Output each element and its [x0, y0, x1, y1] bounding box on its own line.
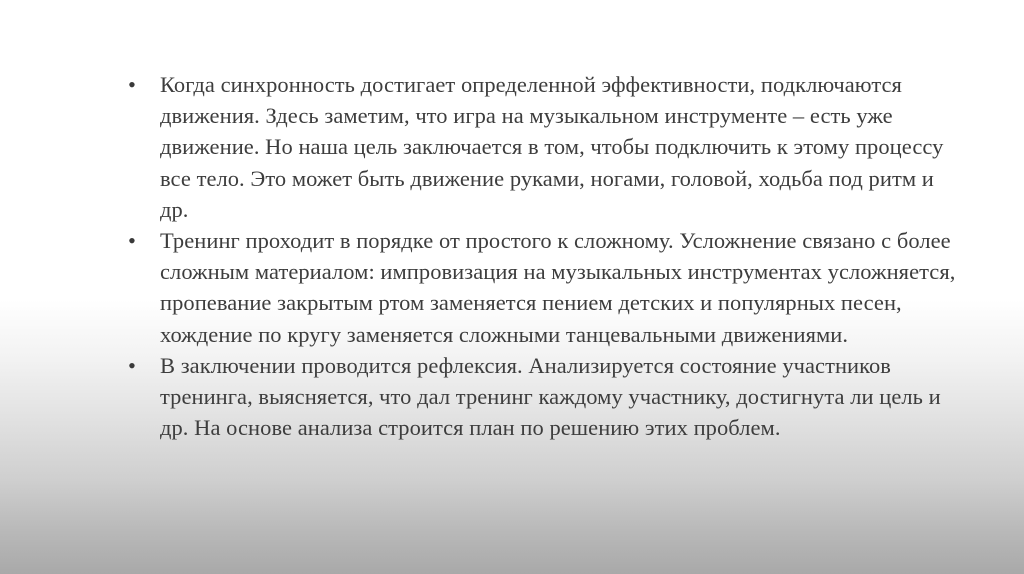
bullet-list — [128, 69, 968, 443]
bullet-text: Когда синхронность достигает определенной эффективности, подключаются движения. Здесь заметим, что игра на музыкальном инструменте – есть уже движение. Но наша цель заключается в том, чтобы подключить к этому процессу все тело. Это может быть движение руками, ногами, головой, ходьба под ритм и др. — [160, 72, 944, 222]
bullet-item-2 — [128, 225, 968, 350]
bullet-text: Тренинг проходит в порядке от простого к сложному. Усложнение связано с более сложным материалом: импровизация на музыкальных инструментах усложняется, пропевание закрытым ртом заменяется пением детских и популярных песен, хождение по кругу заменяется сложными танцевальными движениями. — [160, 228, 956, 347]
bullet-text: В заключении проводится рефлексия. Анализируется состояние участников тренинга, выясняется, что дал тренинг каждому участнику, достигнута ли цель и др. На основе анализа строится план по решению этих проблем. — [160, 352, 941, 441]
bullet-item-1 — [128, 69, 968, 225]
bullet-marker: • — [128, 352, 136, 378]
bullet-marker: • — [128, 228, 136, 254]
bullet-item-3 — [128, 350, 968, 444]
bullet-marker: • — [128, 72, 136, 97]
